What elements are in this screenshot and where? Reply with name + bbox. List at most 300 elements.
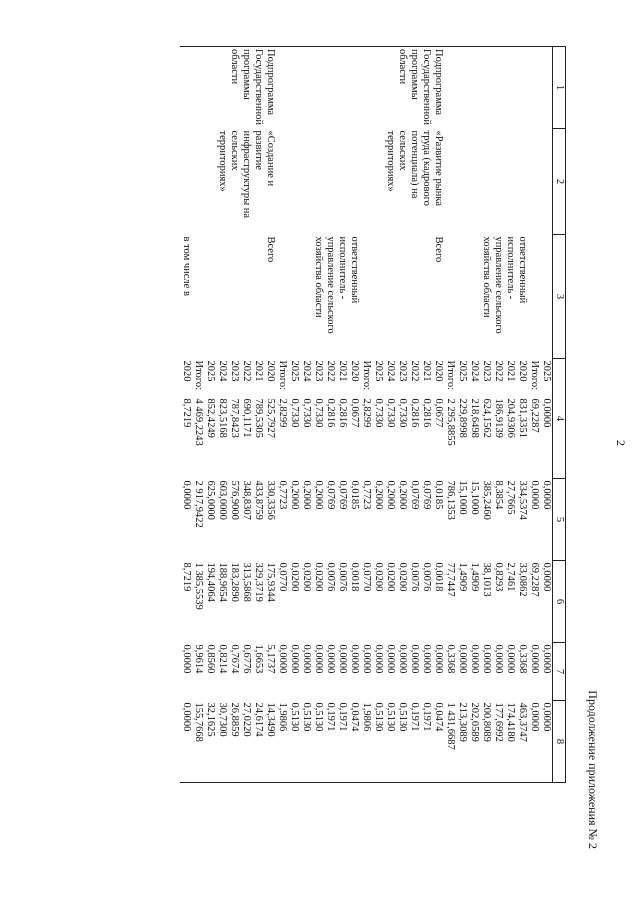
subprogram-name-cell xyxy=(300,129,312,235)
column-header: 7 xyxy=(553,643,566,701)
subprogram-name-cell xyxy=(492,129,504,235)
program-cell: Государственной xyxy=(420,47,432,129)
program-cell xyxy=(216,47,228,129)
value-regional-cell: 77,7447 xyxy=(445,562,456,597)
value-federal-cell: 15,1000 xyxy=(469,480,480,515)
value-federal-cell: 0,2000 xyxy=(313,480,324,510)
value-federal-cell: 0,2000 xyxy=(373,480,384,510)
year-cell: 2025 xyxy=(289,360,300,382)
value-federal-cell: 0,0185 xyxy=(349,480,360,510)
value-total-cell: 0,2816 xyxy=(337,398,348,428)
program-cell xyxy=(444,47,456,129)
subprogram-name-cell xyxy=(540,129,553,235)
table-row xyxy=(516,47,528,783)
year-cell: 2024 xyxy=(385,360,396,382)
value-regional-cell: 38,1013 xyxy=(481,562,492,597)
executor-cell xyxy=(420,235,432,359)
value-other-cell: 14,3490 xyxy=(264,701,276,783)
value-federal-cell: 0,7723 xyxy=(361,480,372,510)
value-other-cell: 0,5130 xyxy=(396,701,408,783)
value-total-cell: 690,1171 xyxy=(241,398,252,438)
executor-cell: управление сельского xyxy=(325,236,336,334)
program-cell xyxy=(540,47,553,129)
value-regional-cell: 0,0200 xyxy=(397,562,408,592)
value-total-cell: 0,7330 xyxy=(313,398,324,428)
year-cell: 2021 xyxy=(253,360,264,382)
value-federal-cell: 348,8307 xyxy=(241,480,252,520)
value-regional-cell: 0,0000 xyxy=(541,562,552,592)
value-regional-cell: 0,0076 xyxy=(409,562,420,592)
value-other-cell: 32,1625 xyxy=(204,701,216,783)
subprogram-name-cell: территориях» xyxy=(217,130,228,192)
year-cell: 2021 xyxy=(505,360,516,382)
value-other-cell: 174,4180 xyxy=(504,701,516,783)
table-row xyxy=(264,47,276,783)
value-total-cell: 229,8998 xyxy=(457,398,468,438)
value-local-cell: 0,0000 xyxy=(505,644,516,674)
value-regional-cell: 2,7461 xyxy=(505,562,516,592)
year-cell: 2020 xyxy=(265,360,276,382)
program-cell xyxy=(492,47,504,129)
executor-cell: в том числе в xyxy=(181,236,192,296)
value-other-cell: 1 431,6687 xyxy=(444,701,456,783)
value-local-cell: 0,0000 xyxy=(181,644,192,674)
value-total-cell: 2 295,8855 xyxy=(445,398,456,446)
value-total-cell: 204,9306 xyxy=(505,398,516,438)
value-local-cell: 0,0000 xyxy=(373,644,384,674)
program-cell xyxy=(180,47,192,129)
value-regional-cell: 0,0770 xyxy=(361,562,372,592)
table-row xyxy=(252,47,264,783)
value-other-cell: 0,5130 xyxy=(288,701,300,783)
year-cell: 2022 xyxy=(325,360,336,382)
value-total-cell: 0,7330 xyxy=(373,398,384,428)
value-other-cell: 1,9806 xyxy=(360,701,372,783)
value-local-cell: 0,3368 xyxy=(445,644,456,674)
value-local-cell: 0,0000 xyxy=(313,644,324,674)
value-total-cell: 0,2816 xyxy=(325,398,336,428)
subprogram-name-cell: сельских xyxy=(397,130,408,171)
value-other-cell: 0,0000 xyxy=(528,701,540,783)
table-row xyxy=(300,47,312,783)
year-cell: 2023 xyxy=(313,360,324,382)
subprogram-name-cell: «Создание и xyxy=(265,130,276,187)
value-local-cell: 0,0000 xyxy=(469,644,480,674)
subprogram-name-cell xyxy=(180,129,192,235)
executor-cell xyxy=(396,235,408,359)
value-local-cell: 0,0000 xyxy=(301,644,312,674)
subprogram-name-cell: потенциала) на xyxy=(409,130,420,199)
value-federal-cell: 0,0769 xyxy=(409,480,420,510)
executor-cell xyxy=(300,235,312,359)
year-cell: 2020 xyxy=(349,360,360,382)
value-local-cell: 0,3368 xyxy=(517,644,528,674)
program-cell xyxy=(204,47,216,129)
executor-cell xyxy=(192,235,204,359)
year-cell: Итого: xyxy=(445,360,456,390)
value-local-cell: 0,0000 xyxy=(385,644,396,674)
value-total-cell: 218,6498 xyxy=(469,398,480,438)
value-total-cell: 823,5168 xyxy=(217,398,228,438)
subprogram-name-cell: развитие xyxy=(253,130,264,171)
value-other-cell: 24,6174 xyxy=(252,701,264,783)
value-regional-cell: 0,0200 xyxy=(385,562,396,592)
value-regional-cell: 0,0200 xyxy=(373,562,384,592)
year-cell: 2023 xyxy=(481,360,492,382)
value-other-cell: 0,0474 xyxy=(348,701,360,783)
program-cell xyxy=(528,47,540,129)
program-cell xyxy=(504,47,516,129)
year-cell: 2022 xyxy=(493,360,504,382)
column-header: 4 xyxy=(553,359,566,479)
program-cell xyxy=(276,47,288,129)
value-federal-cell: 0,0000 xyxy=(529,480,540,510)
subprogram-name-cell xyxy=(288,129,300,235)
value-local-cell: 0,0000 xyxy=(397,644,408,674)
table-row xyxy=(396,47,408,783)
program-cell xyxy=(480,47,492,129)
value-total-cell: 525,7927 xyxy=(265,398,276,438)
program-cell xyxy=(324,47,336,129)
value-other-cell: 0,0000 xyxy=(180,701,192,783)
value-total-cell: 0,7330 xyxy=(397,398,408,428)
value-regional-cell: 69,2287 xyxy=(529,562,540,597)
value-regional-cell: 1 385,5539 xyxy=(193,562,204,610)
continuation-label: Продолжение приложения № 2 xyxy=(586,690,600,849)
program-cell xyxy=(348,47,360,129)
value-local-cell: 0,0000 xyxy=(433,644,444,674)
value-federal-cell: 0,7723 xyxy=(277,480,288,510)
value-regional-cell: 0,0200 xyxy=(289,562,300,592)
year-cell: 2021 xyxy=(337,360,348,382)
executor-cell xyxy=(384,235,396,359)
value-federal-cell: 0,0769 xyxy=(325,480,336,510)
year-cell: 2025 xyxy=(205,360,216,382)
subprogram-name-cell xyxy=(312,129,324,235)
year-cell: 2020 xyxy=(433,360,444,382)
subprogram-name-cell: «Развитие рынка xyxy=(433,130,444,206)
value-regional-cell: 188,9654 xyxy=(217,562,228,602)
value-regional-cell: 1,4909 xyxy=(469,562,480,592)
table-row xyxy=(324,47,336,783)
value-federal-cell: 0,0185 xyxy=(433,480,444,510)
subprogram-name-cell: инфраструктуры на xyxy=(241,130,252,219)
value-other-cell: 0,0474 xyxy=(432,701,444,783)
year-cell: 2020 xyxy=(181,360,192,382)
value-other-cell: 0,1971 xyxy=(336,701,348,783)
table-row xyxy=(336,47,348,783)
executor-cell xyxy=(444,235,456,359)
table-row xyxy=(528,47,540,783)
value-other-cell: 0,1971 xyxy=(408,701,420,783)
value-other-cell: 213,3089 xyxy=(456,701,468,783)
column-header: 8 xyxy=(553,701,566,783)
executor-cell xyxy=(204,235,216,359)
executor-cell xyxy=(216,235,228,359)
program-cell: Подпрограмма xyxy=(432,47,444,129)
value-total-cell: 0,0677 xyxy=(349,398,360,428)
executor-cell xyxy=(228,235,240,359)
value-federal-cell: 625,0000 xyxy=(205,480,216,520)
value-total-cell: 0,2816 xyxy=(421,398,432,428)
subprogram-name-cell xyxy=(192,129,204,235)
value-federal-cell: 0,2000 xyxy=(301,480,312,510)
value-total-cell: 0,7330 xyxy=(385,398,396,428)
table-row xyxy=(408,47,420,783)
subprogram-name-cell xyxy=(360,129,372,235)
year-cell: Итого: xyxy=(277,360,288,390)
column-number-row xyxy=(553,47,566,783)
year-cell: 2021 xyxy=(421,360,432,382)
table-row xyxy=(276,47,288,783)
executor-cell xyxy=(240,235,252,359)
value-federal-cell: 0,2000 xyxy=(289,480,300,510)
value-local-cell: 0,0000 xyxy=(277,644,288,674)
subprogram-name-cell xyxy=(336,129,348,235)
value-federal-cell: 27,7665 xyxy=(505,480,516,515)
value-local-cell: 0,0000 xyxy=(337,644,348,674)
value-other-cell: 26,8859 xyxy=(228,701,240,783)
value-local-cell: 5,1737 xyxy=(265,644,276,674)
subprogram-name-cell xyxy=(348,129,360,235)
year-cell: Итого: xyxy=(193,360,204,390)
value-total-cell: 789,5305 xyxy=(253,398,264,438)
year-cell: 2024 xyxy=(217,360,228,382)
program-cell: области xyxy=(396,47,408,129)
value-other-cell: 0,5130 xyxy=(312,701,324,783)
value-federal-cell: 433,8759 xyxy=(253,480,264,520)
subprogram-name-cell xyxy=(324,129,336,235)
subprogram-name-cell xyxy=(528,129,540,235)
value-regional-cell: 313,5868 xyxy=(241,562,252,602)
value-federal-cell: 8,3854 xyxy=(493,480,504,510)
value-total-cell: 2,8299 xyxy=(361,398,372,428)
executor-cell: Всего xyxy=(265,236,276,263)
table-row xyxy=(348,47,360,783)
value-federal-cell: 0,0000 xyxy=(541,480,552,510)
subprogram-name-cell xyxy=(372,129,384,235)
program-cell xyxy=(300,47,312,129)
executor-cell xyxy=(456,235,468,359)
value-federal-cell: 385,2460 xyxy=(481,480,492,520)
value-local-cell: 0,0000 xyxy=(289,644,300,674)
value-total-cell: 8,7219 xyxy=(181,398,192,428)
value-total-cell: 0,7330 xyxy=(301,398,312,428)
value-federal-cell: 0,0769 xyxy=(337,480,348,510)
subprogram-name-cell xyxy=(456,129,468,235)
value-other-cell: 0,5130 xyxy=(372,701,384,783)
column-header: 1 xyxy=(553,47,566,129)
column-header: 6 xyxy=(553,561,566,643)
value-regional-cell: 183,2890 xyxy=(229,562,240,602)
executor-cell xyxy=(360,235,372,359)
program-cell: Государственной xyxy=(252,47,264,129)
subprogram-name-cell xyxy=(480,129,492,235)
program-cell xyxy=(372,47,384,129)
value-total-cell: 852,4249 xyxy=(205,398,216,438)
value-regional-cell: 0,0076 xyxy=(421,562,432,592)
value-regional-cell: 33,0862 xyxy=(517,562,528,597)
value-local-cell: 0,6776 xyxy=(241,644,252,674)
table-row xyxy=(420,47,432,783)
value-regional-cell: 0,0018 xyxy=(433,562,444,592)
value-regional-cell: 175,9344 xyxy=(265,562,276,602)
value-other-cell: 0,1971 xyxy=(324,701,336,783)
table-row xyxy=(312,47,324,783)
table-row xyxy=(216,47,228,783)
year-cell: Итого: xyxy=(361,360,372,390)
value-federal-cell: 334,5374 xyxy=(517,480,528,520)
value-federal-cell: 0,2000 xyxy=(397,480,408,510)
year-cell: 2022 xyxy=(241,360,252,382)
value-total-cell: 0,2816 xyxy=(409,398,420,428)
executor-cell xyxy=(276,235,288,359)
table-row xyxy=(288,47,300,783)
year-cell: 2020 xyxy=(517,360,528,382)
value-local-cell: 0,8214 xyxy=(217,644,228,674)
year-cell: Итого: xyxy=(529,360,540,390)
value-local-cell: 0,0000 xyxy=(349,644,360,674)
value-regional-cell: 0,8293 xyxy=(493,562,504,592)
value-other-cell: 0,0000 xyxy=(540,701,553,783)
subprogram-name-cell xyxy=(468,129,480,235)
value-regional-cell: 0,0076 xyxy=(325,562,336,592)
value-other-cell: 0,5130 xyxy=(384,701,396,783)
program-cell xyxy=(384,47,396,129)
value-total-cell: 2,8299 xyxy=(277,398,288,428)
executor-cell xyxy=(288,235,300,359)
table-row xyxy=(504,47,516,783)
table-row xyxy=(240,47,252,783)
value-total-cell: 787,8423 xyxy=(229,398,240,438)
subprogram-name-cell xyxy=(204,129,216,235)
program-cell xyxy=(360,47,372,129)
value-total-cell: 0,0677 xyxy=(433,398,444,428)
value-local-cell: 0,0000 xyxy=(325,644,336,674)
program-cell: области xyxy=(228,47,240,129)
value-total-cell: 831,3351 xyxy=(517,398,528,438)
executor-cell xyxy=(252,235,264,359)
value-regional-cell: 8,7219 xyxy=(181,562,192,592)
program-cell xyxy=(288,47,300,129)
executor-cell xyxy=(372,235,384,359)
value-federal-cell: 786,1353 xyxy=(445,480,456,520)
year-cell: 2022 xyxy=(409,360,420,382)
value-other-cell: 27,0220 xyxy=(240,701,252,783)
table-row xyxy=(384,47,396,783)
value-total-cell: 186,9139 xyxy=(493,398,504,438)
value-regional-cell: 194,4064 xyxy=(205,562,216,602)
value-local-cell: 0,0000 xyxy=(493,644,504,674)
value-federal-cell: 2 917,9422 xyxy=(193,480,204,528)
table-row xyxy=(480,47,492,783)
executor-cell: хозяйства области xyxy=(313,236,324,318)
value-local-cell: 0,0000 xyxy=(421,644,432,674)
executor-cell: исполнитель - xyxy=(337,236,348,300)
budget-table xyxy=(180,46,566,783)
subprogram-name-cell: сельских xyxy=(229,130,240,171)
value-federal-cell: 576,9000 xyxy=(229,480,240,520)
value-federal-cell: 15,1000 xyxy=(457,480,468,515)
value-total-cell: 0,7330 xyxy=(289,398,300,428)
program-cell: программы xyxy=(240,47,252,129)
value-local-cell: 0,0000 xyxy=(541,644,552,674)
year-cell: 2025 xyxy=(457,360,468,382)
table-row xyxy=(372,47,384,783)
page-number: 2 xyxy=(614,440,628,446)
executor-cell xyxy=(528,235,540,359)
program-cell: Подпрограмма xyxy=(264,47,276,129)
value-federal-cell: 603,0000 xyxy=(217,480,228,520)
table-row xyxy=(492,47,504,783)
executor-cell: хозяйства области xyxy=(481,236,492,318)
subprogram-name-cell xyxy=(504,129,516,235)
value-other-cell: 30,7300 xyxy=(216,701,228,783)
value-other-cell: 155,7668 xyxy=(192,701,204,783)
subprogram-name-cell xyxy=(276,129,288,235)
value-local-cell: 0,0000 xyxy=(409,644,420,674)
year-cell: 2025 xyxy=(373,360,384,382)
table-row xyxy=(444,47,456,783)
value-local-cell: 0,0000 xyxy=(457,644,468,674)
value-other-cell: 200,8089 xyxy=(480,701,492,783)
table-row xyxy=(192,47,204,783)
table-row xyxy=(204,47,216,783)
subprogram-name-cell xyxy=(444,129,456,235)
value-total-cell: 624,1562 xyxy=(481,398,492,438)
program-cell xyxy=(336,47,348,129)
table-row xyxy=(432,47,444,783)
table-row xyxy=(540,47,553,783)
program-cell xyxy=(456,47,468,129)
value-local-cell: 0,0000 xyxy=(361,644,372,674)
subprogram-name-cell: труда (кадрового xyxy=(421,130,432,206)
value-regional-cell: 0,0200 xyxy=(313,562,324,592)
year-cell: 2023 xyxy=(397,360,408,382)
value-federal-cell: 0,0000 xyxy=(181,480,192,510)
value-local-cell: 0,8560 xyxy=(205,644,216,674)
subprogram-name-cell: территориях» xyxy=(385,130,396,192)
table-row xyxy=(360,47,372,783)
value-regional-cell: 0,0200 xyxy=(301,562,312,592)
executor-cell xyxy=(468,235,480,359)
year-cell: 2025 xyxy=(541,360,552,382)
table-row xyxy=(228,47,240,783)
value-total-cell: 4 469,2243 xyxy=(193,398,204,446)
value-regional-cell: 0,0018 xyxy=(349,562,360,592)
value-local-cell: 0,0000 xyxy=(481,644,492,674)
value-other-cell: 177,6992 xyxy=(492,701,504,783)
program-cell xyxy=(192,47,204,129)
executor-cell: исполнитель - xyxy=(505,236,516,300)
table-body xyxy=(180,47,553,783)
column-header: 2 xyxy=(553,129,566,235)
value-local-cell: 0,7674 xyxy=(229,644,240,674)
year-cell: 2024 xyxy=(301,360,312,382)
value-other-cell: 0,5130 xyxy=(300,701,312,783)
column-header: 3 xyxy=(553,235,566,359)
column-header: 5 xyxy=(553,479,566,561)
program-cell: программы xyxy=(408,47,420,129)
value-other-cell: 1,9806 xyxy=(276,701,288,783)
value-local-cell: 0,0000 xyxy=(529,644,540,674)
value-federal-cell: 0,2000 xyxy=(385,480,396,510)
value-local-cell: 9,9614 xyxy=(193,644,204,674)
executor-cell: ответственный xyxy=(349,236,360,304)
value-total-cell: 0,0000 xyxy=(541,398,552,428)
executor-cell: ответственный xyxy=(517,236,528,304)
executor-cell: Всего xyxy=(433,236,444,263)
